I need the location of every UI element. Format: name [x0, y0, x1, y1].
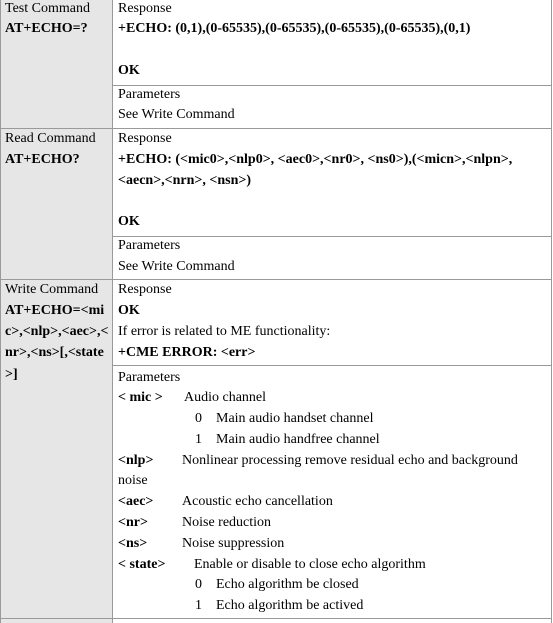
param-state-value-text: Echo algorithm be actived — [216, 598, 364, 613]
param-nlp-desc-cont: noise — [118, 473, 148, 488]
write-parameters-label: Parameters — [118, 370, 181, 385]
param-nr-desc: Noise reduction — [182, 515, 272, 530]
test-ok: OK — [118, 63, 140, 78]
read-parameters-text: See Write Command — [118, 259, 235, 274]
column-divider — [112, 0, 113, 623]
param-nlp-desc: Nonlinear processing remove residual echo and background — [182, 453, 518, 468]
param-state-value-code: 0 — [195, 577, 202, 592]
test-parameters-text: See Write Command — [118, 107, 235, 122]
write-command-syntax-line: nr>,<ns>[,<state — [5, 345, 104, 360]
param-state-desc: Enable or disable to close echo algorithm — [194, 557, 426, 572]
write-error-note: If error is related to ME functionality: — [118, 324, 331, 339]
read-command-label: Read Command — [5, 131, 96, 146]
test-command-syntax: AT+ECHO=? — [5, 21, 88, 36]
param-nlp-name: <nlp> — [118, 453, 154, 468]
param-mic-desc: Audio channel — [184, 390, 267, 405]
test-command-label: Test Command — [5, 1, 90, 16]
row-divider — [112, 365, 552, 366]
param-mic-value-text: Main audio handset channel — [216, 411, 374, 426]
read-parameters-label: Parameters — [118, 238, 181, 253]
table-border-left — [0, 0, 1, 623]
param-ns-name: <ns> — [118, 536, 148, 551]
table-border-right — [551, 0, 552, 623]
param-aec-desc: Acoustic echo cancellation — [182, 494, 333, 509]
param-state-name: < state> — [118, 557, 166, 572]
param-state-value-code: 1 — [195, 598, 202, 613]
row-divider — [0, 128, 552, 129]
write-command-syntax-line: c>,<nlp>,<aec>,< — [5, 324, 109, 339]
write-command-syntax-line: AT+ECHO=<mi — [5, 303, 105, 318]
read-response-label: Response — [118, 131, 172, 146]
test-response-label: Response — [118, 1, 172, 16]
write-command-label: Write Command — [5, 282, 99, 297]
write-ok: OK — [118, 303, 140, 318]
read-ok: OK — [118, 214, 140, 229]
param-aec-name: <aec> — [118, 494, 154, 509]
write-command-syntax-line: >] — [5, 367, 18, 382]
read-response-line-cont: <aecn>,<nrn>, <nsn>) — [118, 173, 252, 188]
test-parameters-label: Parameters — [118, 87, 181, 102]
param-mic-value-code: 0 — [195, 411, 202, 426]
write-error-line: +CME ERROR: <err> — [118, 345, 256, 360]
read-response-line: +ECHO: (<mic0>,<nlp0>, <aec0>,<nr0>, <ns0>),(<micn>,<nlpn>, — [118, 152, 513, 167]
write-response-label: Response — [118, 282, 172, 297]
next-row-cell — [0, 619, 112, 623]
param-nr-name: <nr> — [118, 515, 148, 530]
param-ns-desc: Noise suppression — [182, 536, 285, 551]
test-response-line: +ECHO: (0,1),(0-65535),(0-65535),(0-65535),(0-65535),(0,1) — [118, 21, 471, 36]
param-state-value-text: Echo algorithm be closed — [216, 577, 359, 592]
param-mic-value-code: 1 — [195, 432, 202, 447]
param-mic-value-text: Main audio handfree channel — [216, 432, 380, 447]
param-mic-name: < mic > — [118, 390, 163, 405]
row-divider — [0, 279, 552, 280]
row-divider — [0, 618, 552, 619]
read-command-syntax: AT+ECHO? — [5, 152, 80, 167]
